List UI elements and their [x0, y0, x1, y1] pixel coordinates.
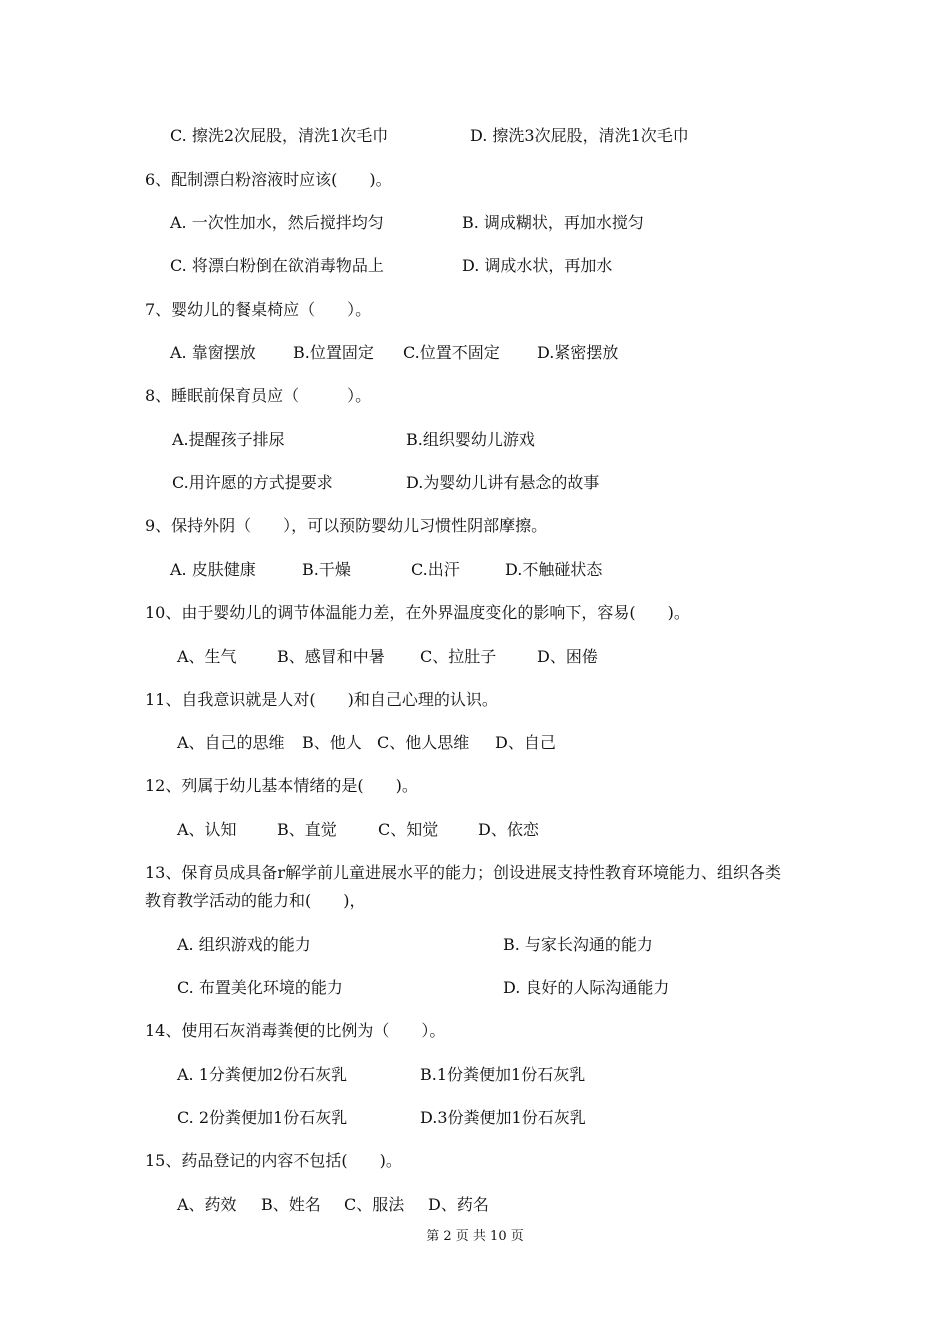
q7-option-d: D.紧密摆放: [537, 343, 619, 362]
q7-stem: 7、婴幼儿的餐桌椅应（ ）。: [145, 300, 372, 319]
q14-option-d: D.3份粪便加1份石灰乳: [420, 1108, 586, 1127]
q6-option-a: A. 一次性加水，然后搅拌均匀: [170, 213, 384, 232]
q13-option-b: B. 与家长沟通的能力: [503, 935, 653, 954]
q10-option-d: D、困倦: [537, 647, 598, 666]
q11-option-d: D、自己: [495, 733, 556, 752]
q10-option-b: B、感冒和中暑: [277, 647, 385, 666]
q15-option-c: C、服法: [344, 1195, 405, 1214]
q14-option-c: C. 2份粪便加1份石灰乳: [177, 1108, 348, 1127]
q8-stem: 8、睡眠前保育员应（ ）。: [145, 386, 372, 405]
q11-stem: 11、自我意识就是人对( )和自己心理的认识。: [145, 690, 498, 709]
q9-option-c: C.出汗: [411, 560, 460, 579]
q14-option-b: B.1份粪便加1份石灰乳: [420, 1065, 586, 1084]
q9-stem: 9、保持外阴（ ），可以预防婴幼儿习惯性阴部摩擦。: [145, 516, 548, 535]
q10-stem: 10、由于婴幼儿的调节体温能力差，在外界温度变化的影响下，容易( )。: [145, 603, 690, 622]
q12-option-b: B、直觉: [277, 820, 337, 839]
q15-option-b: B、姓名: [261, 1195, 321, 1214]
q11-option-c: C、他人思维: [377, 733, 470, 752]
q8-option-a: A.提醒孩子排尿: [172, 430, 285, 449]
q6-option-d: D. 调成水状，再加水: [462, 256, 613, 275]
q7-option-a: A. 靠窗摆放: [170, 343, 256, 362]
q6-option-b: B. 调成糊状，再加水搅匀: [462, 213, 644, 232]
q15-option-a: A、药效: [177, 1195, 237, 1214]
q9-option-b: B.干燥: [302, 560, 351, 579]
q6-stem: 6、配制漂白粉溶液时应该( )。: [145, 170, 392, 189]
q6-option-c: C. 将漂白粉倒在欲消毒物品上: [170, 256, 384, 275]
q8-option-d: D.为婴幼儿讲有悬念的故事: [406, 473, 600, 492]
q13-option-d: D. 良好的人际沟通能力: [503, 978, 670, 997]
q13-option-c: C. 布置美化环境的能力: [177, 978, 343, 997]
q8-option-b: B.组织婴幼儿游戏: [406, 430, 535, 449]
q14-option-a: A. 1分粪便加2份石灰乳: [177, 1065, 348, 1084]
q15-option-d: D、药名: [428, 1195, 489, 1214]
q12-stem: 12、列属于幼儿基本情绪的是( )。: [145, 776, 418, 795]
q8-option-c: C.用许愿的方式提要求: [172, 473, 333, 492]
q10-option-c: C、拉肚子: [420, 647, 497, 666]
q11-option-a: A、自己的思维: [177, 733, 285, 752]
q13-stem-line2: 教育教学活动的能力和( )，: [145, 891, 366, 910]
q9-option-a: A. 皮肤健康: [170, 560, 256, 579]
q12-option-a: A、认知: [177, 820, 237, 839]
page-number-footer: 第 2 页 共 10 页: [426, 1229, 524, 1244]
q12-option-c: C、知觉: [378, 820, 439, 839]
q5-option-c: C. 擦洗2次屁股，清洗1次毛巾: [170, 126, 389, 145]
q9-option-d: D.不触碰状态: [505, 560, 603, 579]
q5-option-d: D. 擦洗3次屁股，清洗1次毛巾: [470, 126, 689, 145]
q11-option-b: B、他人: [302, 733, 362, 752]
q13-stem-line1: 13、保育员成具备r解学前儿童进展水平的能力；创设进展支持性教育环境能力、组织各类: [145, 863, 782, 882]
q7-option-c: C.位置不固定: [403, 343, 500, 362]
q14-stem: 14、使用石灰消毒粪便的比例为（ ）。: [145, 1021, 446, 1040]
q7-option-b: B.位置固定: [293, 343, 374, 362]
q10-option-a: A、生气: [177, 647, 237, 666]
q13-option-a: A. 组织游戏的能力: [177, 935, 311, 954]
q15-stem: 15、药品登记的内容不包括( )。: [145, 1151, 402, 1170]
q12-option-d: D、依恋: [478, 820, 539, 839]
